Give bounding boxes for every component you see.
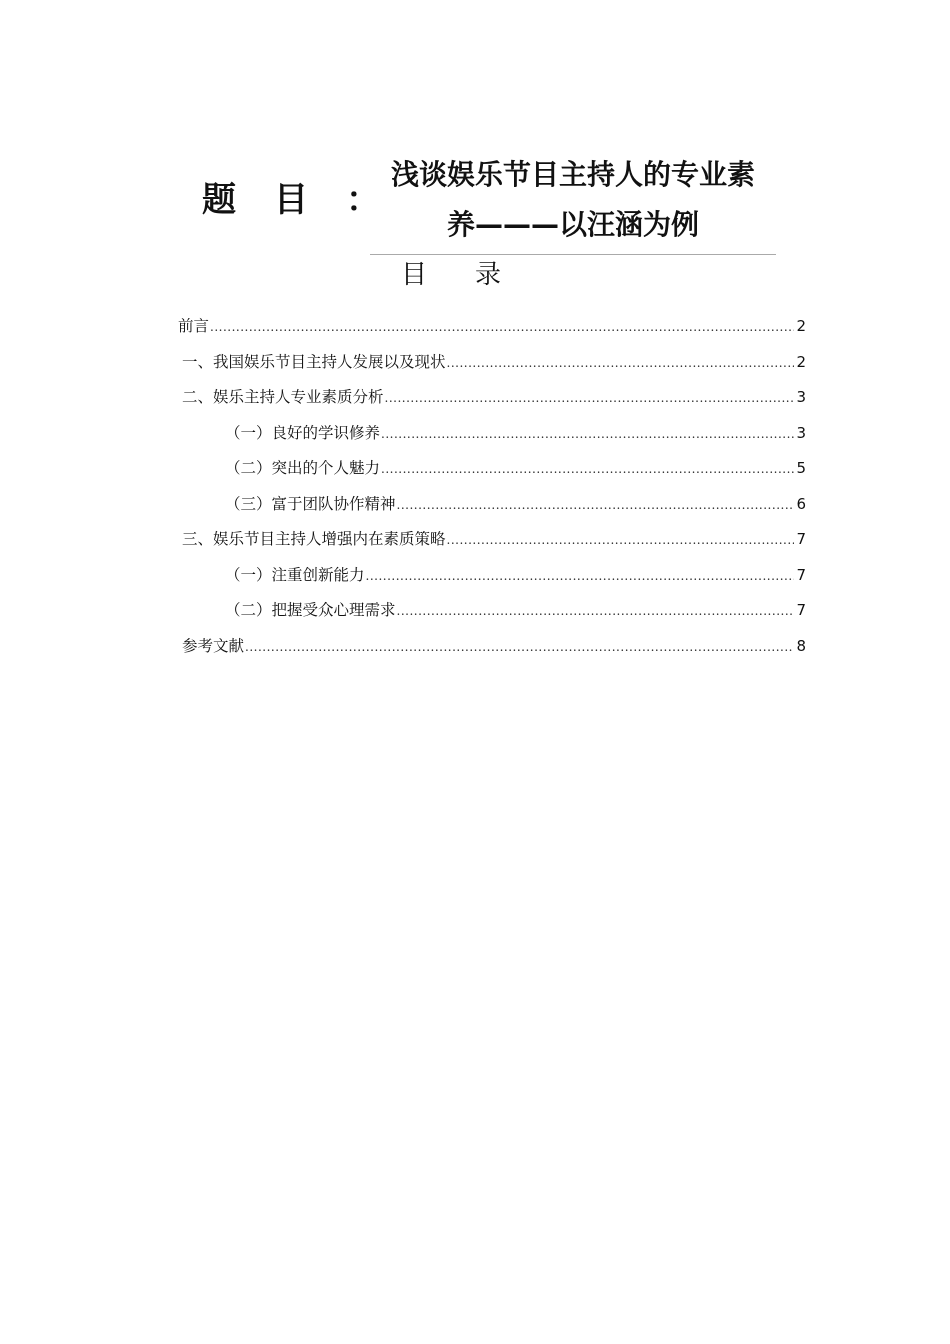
toc-entry-page: 2 (796, 317, 806, 335)
dot-leader (381, 417, 794, 453)
dot-leader (366, 559, 795, 595)
dot-leader (397, 488, 795, 524)
dot-leader (447, 346, 795, 382)
toc-entry-section-3-2[interactable] (178, 593, 806, 629)
toc-entry-preface[interactable] (178, 309, 806, 345)
toc-entry-section-3-1[interactable] (178, 558, 806, 594)
toc-entry-page: 7 (796, 601, 806, 619)
toc-entry-page: 3 (796, 423, 806, 442)
toc-entry-page: 6 (796, 494, 806, 513)
toc-entry-text: （一）注重创新能力 (225, 565, 365, 584)
toc-entry-page: 7 (796, 530, 806, 548)
toc-entry-text: （三）富于团队协作精神 (225, 494, 396, 513)
thesis-title (370, 150, 776, 255)
title-label: 题目： (202, 180, 418, 220)
toc-entry-text: 三、娱乐节目主持人增强内在素质策略 (182, 530, 446, 548)
toc-entry-chapter-2[interactable] (178, 380, 806, 416)
thesis-title-line-2: 养———以汪涵为例 (446, 208, 699, 241)
toc-entry-page: 2 (796, 352, 806, 371)
toc-entry-section-2-2[interactable] (178, 451, 806, 487)
thesis-title-line-1: 浅谈娱乐节目主持人的专业素 (390, 158, 755, 191)
dot-leader (245, 630, 794, 666)
table-of-contents (178, 309, 806, 664)
toc-entry-chapter-3[interactable] (178, 522, 806, 558)
dot-leader (210, 310, 794, 346)
dot-leader (447, 523, 795, 559)
toc-entry-page: 8 (796, 636, 806, 655)
toc-entry-text: 参考文献 (182, 636, 245, 655)
dot-leader (381, 452, 794, 488)
toc-entry-text: 一、我国娱乐节目主持人发展以及现状 (182, 352, 446, 371)
dot-leader (385, 381, 795, 417)
toc-entry-text: （一）良好的学识修养 (225, 423, 381, 442)
toc-entry-text: （二）把握受众心理需求 (225, 601, 396, 619)
toc-entry-chapter-1[interactable] (178, 345, 806, 381)
toc-entry-references[interactable] (178, 629, 806, 665)
toc-entry-page: 7 (796, 565, 806, 584)
toc-entry-text: （二）突出的个人魅力 (225, 459, 381, 477)
toc-entry-section-2-3[interactable] (178, 487, 806, 523)
toc-entry-section-2-1[interactable] (178, 416, 806, 452)
toc-entry-page: 5 (796, 459, 806, 477)
toc-entry-page: 3 (796, 388, 806, 406)
toc-entry-text: 前言 (178, 317, 210, 335)
dot-leader (397, 594, 795, 630)
toc-entry-text: 二、娱乐主持人专业素质分析 (182, 388, 384, 406)
toc-heading: 目录 (400, 260, 549, 290)
